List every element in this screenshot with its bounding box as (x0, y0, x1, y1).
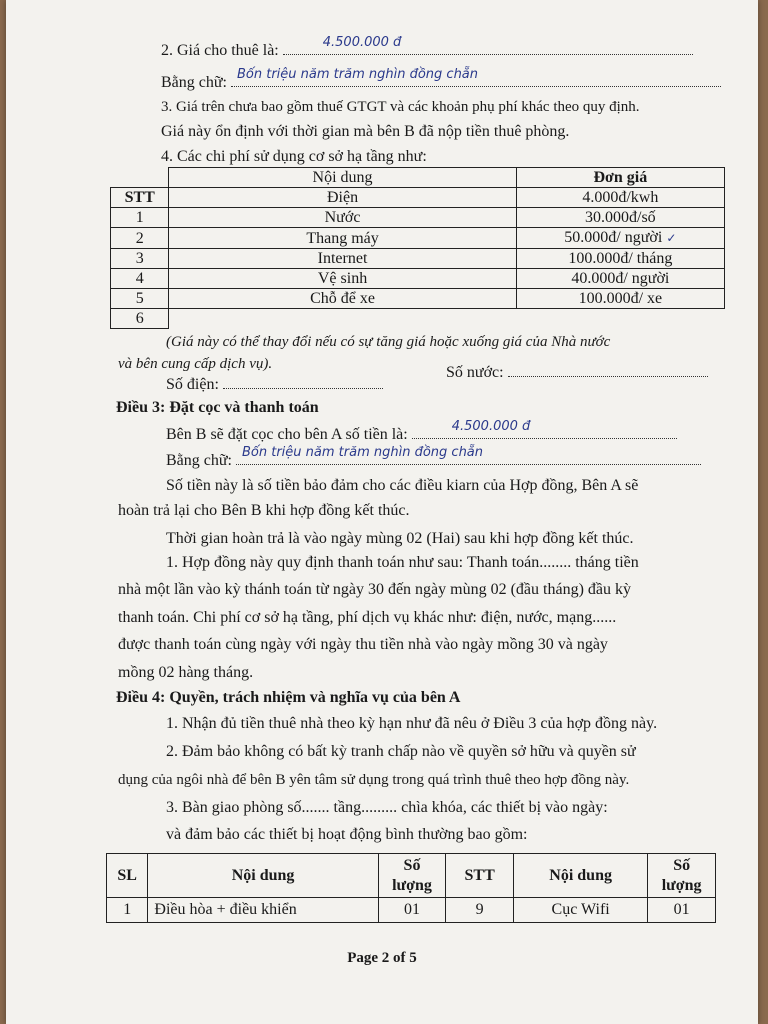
price-change-note: (Giá này có thể thay đổi nếu có sự tăng giá hoặc xuống giá của Nhà nước (166, 334, 611, 350)
fees-cell-price: 30.000đ/số (516, 208, 724, 228)
table-row (111, 208, 725, 228)
article3-p1: Số tiền này là số tiền bảo đảm cho các điều kiarn của Hợp đồng, Bên A sẽ (166, 477, 639, 494)
rent-price-handwritten: 4.500.000 đ (322, 35, 402, 50)
equip-header-qty1 (378, 854, 446, 898)
document-page (6, 0, 758, 1024)
fees-cell-stt: 3 (111, 249, 169, 269)
article3-p3b: nhà một lần vào kỳ thánh toán từ ngày 30 đến ngày mùng 02 (đầu tháng) đầu kỳ (118, 581, 632, 598)
equip-header-qty1b: lượng (392, 876, 432, 894)
article3-title: Điều 3: Đặt cọc và thanh toán (116, 399, 319, 416)
equip-cell-qty2: 01 (648, 898, 716, 923)
article4-item3-cont: và đảm bảo các thiết bị hoạt động bình thường bao gồm: (166, 826, 528, 843)
water-meter-field (508, 362, 708, 377)
deposit-words-label: Bằng chữ: (166, 452, 232, 469)
article4-title: Điều 4: Quyền, trách nhiệm và nghĩa vụ của bên A (116, 689, 461, 706)
article3-p1b: hoàn trả lại cho Bên B khi hợp đồng kết thúc. (118, 502, 410, 519)
electric-meter-field (223, 374, 383, 389)
rent-price-line (161, 35, 693, 61)
water-meter (446, 362, 708, 383)
equip-cell-content2: Cục Wifi (513, 898, 647, 923)
equip-header-content1: Nội dung (148, 854, 378, 898)
vat-note: 3. Giá trên chưa bao gồm thuế GTGT (161, 99, 387, 115)
article3-p3d: được thanh toán cùng ngày với ngày thu tiền nhà vào ngày mồng 30 và ngày (118, 636, 608, 653)
equip-cell-stt: 9 (446, 898, 514, 923)
fees-cell-stt: 6 (111, 309, 169, 329)
deposit-words-handwritten: Bốn triệu năm trăm nghìn đồng chẵn (242, 445, 484, 460)
fees-cell-content: Vệ sinh (169, 269, 516, 289)
fees-cell-content: Điện (169, 188, 516, 208)
fees-cell-price: 100.000đ/ tháng (516, 249, 724, 269)
meter-readings (166, 374, 383, 395)
article4-item3: 3. Bàn giao phòng số....... tầng......... chìa khóa, các thiết bị vào ngày: (166, 799, 608, 816)
article3-p2: Thời gian hoàn trả là vào ngày mùng 02 (Hai) sau khi hợp đồng kết thúc. (166, 530, 634, 547)
fees-header-stt: STT (111, 188, 169, 208)
rent-words-label: Bằng chữ: (161, 74, 227, 91)
fees-cell-stt: 4 (111, 269, 169, 289)
fees-cell-stt: 1 (111, 208, 169, 228)
check-mark-icon: ✓ (666, 231, 677, 245)
deposit-words-field (236, 445, 701, 465)
rent-words-handwritten: Bốn triệu năm trăm nghìn đồng chẵn (237, 67, 479, 82)
deposit-label: Bên B sẽ đặt cọc cho bên A số tiền là: (166, 426, 408, 443)
equipment-table (106, 853, 716, 923)
table-row (111, 168, 725, 188)
fees-cell-price (516, 228, 724, 249)
fees-cell-content: Internet (169, 249, 516, 269)
electric-meter-label: Số điện: (166, 376, 219, 393)
table-row (107, 898, 716, 923)
table-row (111, 228, 725, 249)
fees-table (110, 167, 725, 329)
page-number: Page 2 of 5 (347, 950, 417, 966)
fees-price-text: 50.000đ/ người (564, 229, 663, 246)
price-change-note-cont: và bên cung cấp dịch vụ). (118, 356, 273, 372)
article4-item2-cont: dụng của ngôi nhà để bên B yên tâm sử dụng trong quá trình thuê theo hợp đồng này. (118, 772, 630, 788)
vat-tail: và các khoản phụ phí khác theo quy định. (390, 99, 640, 115)
deposit-field (412, 419, 677, 439)
rent-price-field (283, 35, 693, 55)
deposit-words-line (166, 445, 701, 471)
fees-cell-content: Chỗ để xe (169, 289, 516, 309)
vat-line (161, 97, 640, 117)
water-meter-label: Số nước: (446, 364, 504, 381)
fees-cell-price: 4.000đ/kwh (516, 188, 724, 208)
rent-price-label: 2. Giá cho thuê là: (161, 42, 279, 59)
table-row (111, 269, 725, 289)
deposit-handwritten: 4.500.000 đ (451, 419, 531, 434)
fees-cell-content: Nước (169, 208, 516, 228)
equip-cell-sl: 1 (107, 898, 148, 923)
article3-p3e: mồng 02 hàng tháng. (118, 664, 254, 681)
infrastructure-heading: 4. Các chi phí sử dụng cơ sở hạ tầng như: (161, 148, 427, 165)
fees-cell-stt: 5 (111, 289, 169, 309)
equip-header-qty2 (648, 854, 716, 898)
article4-item1: 1. Nhận đủ tiền thuê nhà theo kỳ hạn như đã nêu ở Điều 3 của hợp đồng này. (166, 715, 658, 732)
equip-header-qty2b: lượng (661, 876, 702, 894)
deposit-line (166, 419, 677, 445)
equip-cell-content1: Điều hòa + điều khiển (148, 898, 378, 923)
equip-header-qty2a: Số (673, 856, 691, 874)
fees-header-content: Nội dung (169, 168, 516, 188)
equip-cell-qty1: 01 (378, 898, 446, 923)
table-row (111, 309, 725, 329)
table-row (111, 289, 725, 309)
equip-header-sl: SL (107, 854, 148, 898)
fees-header-price: Đơn giá (516, 168, 724, 188)
article3-p3a: 1. Hợp đồng này quy định thanh toán như sau: Thanh toán........ tháng tiền (166, 554, 639, 571)
price-stable-note: Giá này ổn định với thời gian mà bên B đã nộp tiền thuê phòng. (161, 123, 570, 140)
table-row (107, 854, 716, 898)
article4-item2: 2. Đảm bảo không có bất kỳ tranh chấp nào về quyền sở hữu và quyền sử (166, 743, 636, 760)
equip-header-qty1a: Số (403, 856, 421, 874)
rent-words-field (231, 67, 721, 87)
article3-p3c: thanh toán. Chi phí cơ sở hạ tầng, phí dịch vụ khác như: điện, nước, mạng...... (118, 609, 617, 626)
equip-header-stt: STT (446, 854, 514, 898)
fees-cell-stt: 2 (111, 228, 169, 249)
fees-cell-price: 40.000đ/ người (516, 269, 724, 289)
fees-cell-content: Thang máy (169, 228, 516, 249)
table-row (111, 249, 725, 269)
equip-header-content2: Nội dung (513, 854, 647, 898)
table-row (111, 188, 725, 208)
fees-cell-price: 100.000đ/ xe (516, 289, 724, 309)
rent-words-line (161, 67, 721, 93)
